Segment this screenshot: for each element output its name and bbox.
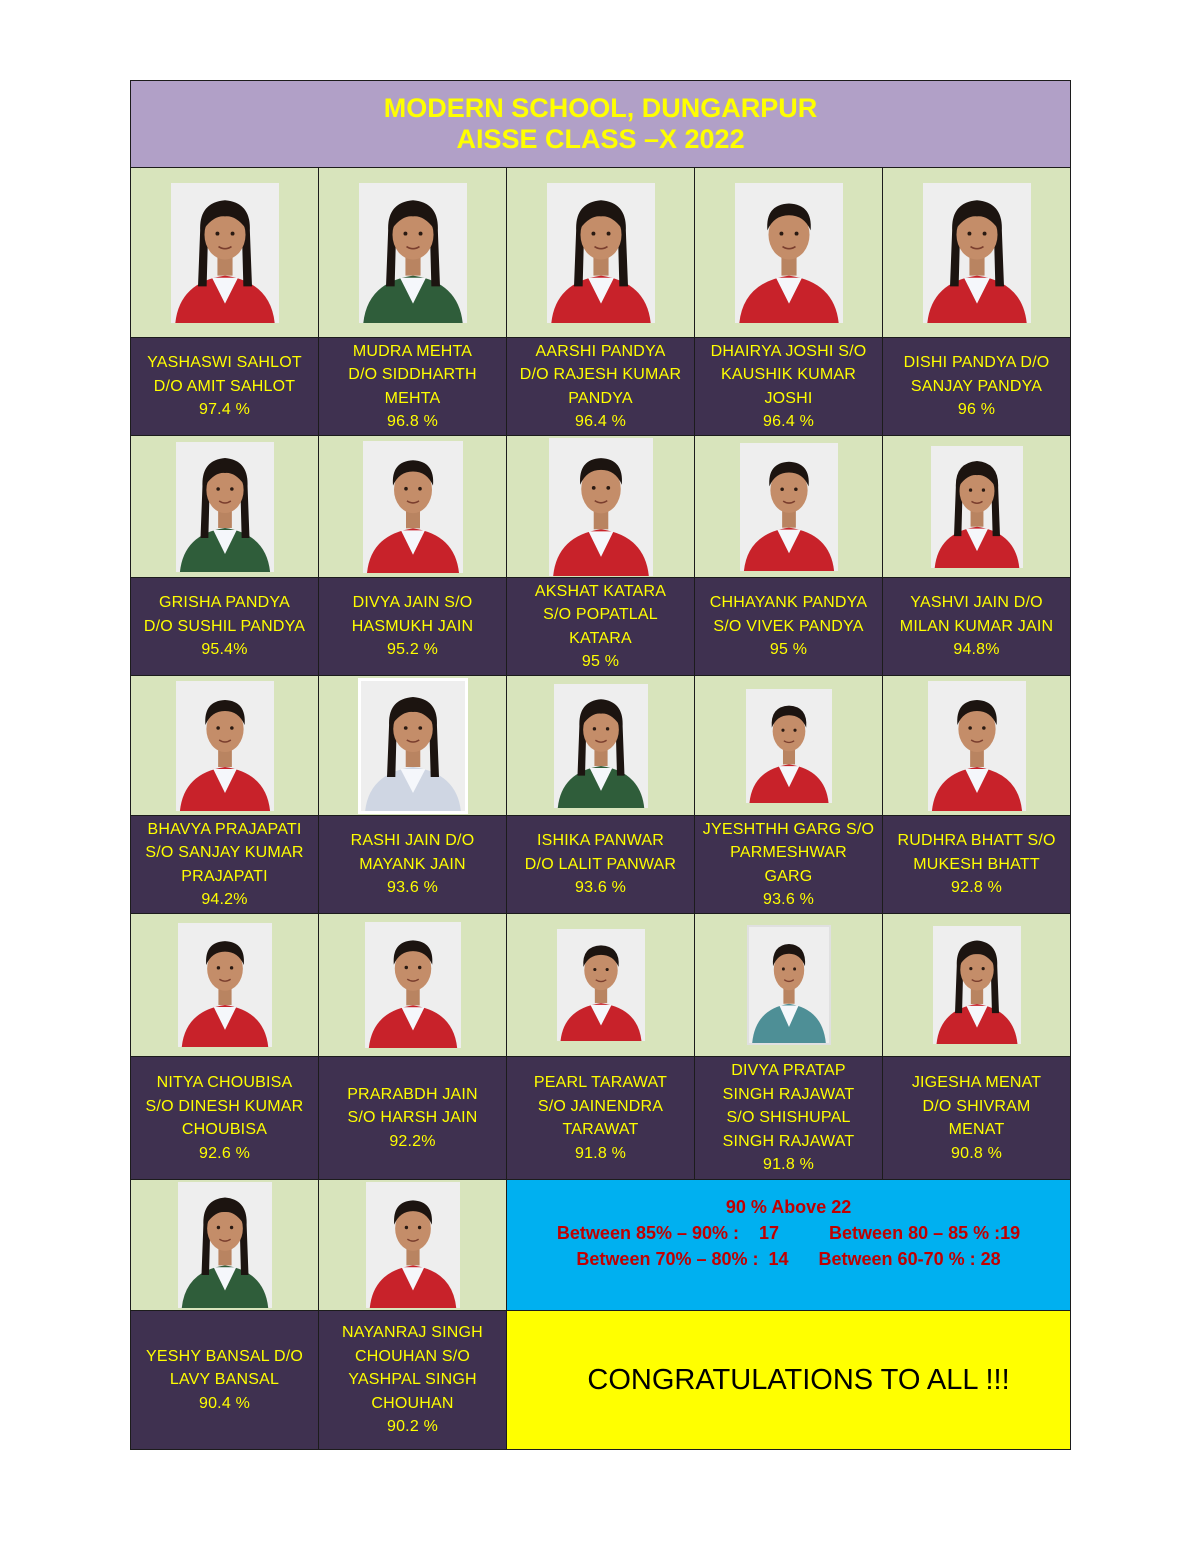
photo-cell: [131, 168, 319, 338]
student-photo: [178, 923, 272, 1047]
photo-cell: [507, 676, 695, 816]
stats-85-90-and-80-85: Between 85% – 90% : 17 Between 80 – 85 % :19: [556, 1223, 1021, 1243]
student-caption: CHHAYANK PANDYA S/O VIVEK PANDYA 95 %: [695, 578, 883, 676]
congratulations-banner: CONGRATULATIONS TO ALL !!!: [507, 1311, 1071, 1450]
name-row: [131, 1057, 1071, 1180]
photo-cell: [131, 436, 319, 578]
photo-cell: [883, 168, 1071, 338]
student-photo: [747, 925, 831, 1045]
student-caption: NITYA CHOUBISA S/O DINESH KUMAR CHOUBISA 92.6 %: [131, 1057, 319, 1180]
name-row: [131, 816, 1071, 914]
student-photo: [366, 1182, 460, 1308]
photo-cell: [319, 436, 507, 578]
student-photo: [735, 183, 843, 323]
photo-cell: [319, 168, 507, 338]
name-row: [131, 578, 1071, 676]
photo-cell: [883, 914, 1071, 1057]
stats-panel: [507, 1180, 1071, 1311]
student-photo: [923, 183, 1031, 323]
student-caption: MUDRA MEHTA D/O SIDDHARTH MEHTA 96.8 %: [319, 338, 507, 436]
photo-cell: [695, 914, 883, 1057]
photo-cell: [507, 914, 695, 1057]
photo-cell: [131, 1180, 319, 1311]
student-caption: AKSHAT KATARA S/O POPATLAL KATARA 95 %: [507, 578, 695, 676]
student-photo: [358, 678, 468, 814]
photo-cell: [319, 1180, 507, 1311]
student-caption: AARSHI PANDYA D/O RAJESH KUMAR PANDYA 96.4 %: [507, 338, 695, 436]
name-row: [131, 338, 1071, 436]
student-photo: [746, 689, 832, 803]
photo-cell: [507, 436, 695, 578]
student-caption: PEARL TARAWAT S/O JAINENDRA TARAWAT 91.8 %: [507, 1057, 695, 1180]
student-photo: [365, 922, 461, 1048]
student-caption: JIGESHA MENAT D/O SHIVRAM MENAT 90.8 %: [883, 1057, 1071, 1180]
photo-cell: [695, 168, 883, 338]
student-caption: PRARABDH JAIN S/O HARSH JAIN 92.2%: [319, 1057, 507, 1180]
header-row: [131, 81, 1071, 168]
photo-row: [131, 436, 1071, 578]
student-caption: RASHI JAIN D/O MAYANK JAIN 93.6 %: [319, 816, 507, 914]
student-caption: YASHASWI SAHLOT D/O AMIT SAHLOT 97.4 %: [131, 338, 319, 436]
photo-cell: [695, 436, 883, 578]
photo-cell: [883, 676, 1071, 816]
student-caption: ISHIKA PANWAR D/O LALIT PANWAR 93.6 %: [507, 816, 695, 914]
student-photo: [171, 183, 279, 323]
header-cell: [131, 81, 1071, 168]
student-photo: [928, 681, 1026, 811]
student-photo: [931, 446, 1023, 568]
student-photo: [176, 681, 274, 811]
photo-row: [131, 1180, 1071, 1311]
student-photo: [359, 183, 467, 323]
student-caption: BHAVYA PRAJAPATI S/O SANJAY KUMAR PRAJAPATI 94.2%: [131, 816, 319, 914]
results-table: [130, 80, 1071, 1450]
student-photo: [176, 442, 274, 572]
school-title: MODERN SCHOOL, DUNGARPUR: [383, 93, 818, 123]
student-caption: YESHY BANSAL D/O LAVY BANSAL 90.4 %: [131, 1311, 319, 1450]
student-caption: DIVYA PRATAP SINGH RAJAWAT S/O SHISHUPAL SINGH RAJAWAT 91.8 %: [695, 1057, 883, 1180]
student-photo: [740, 443, 838, 571]
stats-above-90: 90 % Above 22: [725, 1197, 852, 1217]
student-caption: DISHI PANDYA D/O SANJAY PANDYA 96 %: [883, 338, 1071, 436]
exam-title: AISSE CLASS –X 2022: [456, 124, 745, 154]
student-photo: [363, 441, 463, 573]
student-caption: YASHVI JAIN D/O MILAN KUMAR JAIN 94.8%: [883, 578, 1071, 676]
photo-cell: [319, 676, 507, 816]
student-photo: [557, 929, 645, 1041]
photo-row: [131, 676, 1071, 816]
student-photo: [547, 183, 655, 323]
stats-70-80-and-60-70: Between 70% – 80% : 14 Between 60-70 % : 28: [576, 1249, 1001, 1269]
photo-row: [131, 914, 1071, 1057]
photo-cell: [883, 436, 1071, 578]
photo-row: [131, 168, 1071, 338]
student-caption: DIVYA JAIN S/O HASMUKH JAIN 95.2 %: [319, 578, 507, 676]
student-caption: JYESHTHH GARG S/O PARMESHWAR GARG 93.6 %: [695, 816, 883, 914]
photo-cell: [131, 676, 319, 816]
student-photo: [933, 926, 1021, 1044]
photo-cell: [695, 676, 883, 816]
student-photo: [178, 1182, 272, 1308]
student-photo: [549, 438, 653, 576]
student-caption: NAYANRAJ SINGH CHOUHAN S/O YASHPAL SINGH CHOUHAN 90.2 %: [319, 1311, 507, 1450]
name-row: [131, 1311, 1071, 1450]
photo-cell: [507, 168, 695, 338]
photo-cell: [319, 914, 507, 1057]
student-caption: DHAIRYA JOSHI S/O KAUSHIK KUMAR JOSHI 96.4 %: [695, 338, 883, 436]
student-photo: [554, 684, 648, 808]
student-caption: GRISHA PANDYA D/O SUSHIL PANDYA 95.4%: [131, 578, 319, 676]
photo-cell: [131, 914, 319, 1057]
student-caption: RUDHRA BHATT S/O MUKESH BHATT 92.8 %: [883, 816, 1071, 914]
